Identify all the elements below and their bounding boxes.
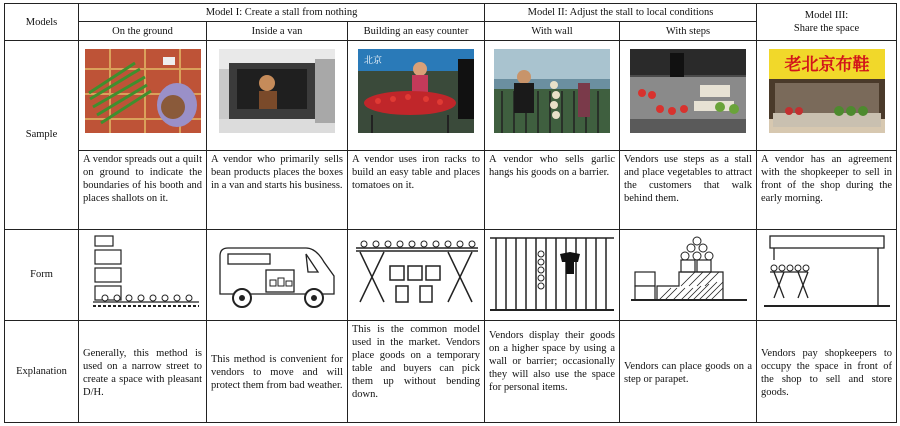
diagram-share-space <box>760 232 894 316</box>
header-model-3-title: Model III: <box>804 10 849 22</box>
form-diagram-cell <box>620 229 757 321</box>
header-model-3 <box>757 4 897 41</box>
photo-shop-front <box>769 49 885 133</box>
subheader-easy-counter: Building an easy counter <box>348 22 485 41</box>
sample-photo-cell <box>485 41 620 151</box>
photo-vegetable-steps <box>630 49 746 133</box>
diagram-on-ground <box>83 232 203 316</box>
sample-description: A vendor who primarily sells bean products places the boxes in a van and starts his business. <box>207 151 348 230</box>
photo-tomato-counter <box>358 49 474 133</box>
shop-sign-text: 老北京布鞋 <box>784 55 870 76</box>
photo-van-vendor <box>219 49 335 133</box>
row-label-sample: Sample <box>5 41 79 229</box>
sample-photo-cell <box>348 41 485 151</box>
diagram-easy-counter <box>350 232 482 316</box>
form-diagram-cell <box>207 229 348 321</box>
diagram-with-wall <box>488 232 616 316</box>
subheader-with-wall: With wall <box>485 22 620 41</box>
row-label-explanation: Explanation <box>5 321 79 423</box>
sample-photo-cell <box>207 41 348 151</box>
sample-description: A vendor spreads out a quilt on ground to indicate the boundaries of his booth and places shallots on it. <box>79 151 207 230</box>
sample-photo-cell <box>79 41 207 151</box>
photo-garlic-wall <box>494 49 610 133</box>
photo-shallots-on-quilt <box>85 49 201 133</box>
row-label-form: Form <box>5 229 79 321</box>
sample-photo-cell <box>757 41 897 151</box>
explanation-text: Vendors pay shopkeepers to occupy the space in front of the shop to sell and store goods. <box>757 321 897 423</box>
header-model-3-subtitle: Share the space <box>793 23 860 35</box>
diagram-van <box>214 232 340 316</box>
header-models: Models <box>5 4 79 41</box>
explanation-text: This method is convenient for vendors to move and will protect them from bad weather. <box>207 321 348 423</box>
explanation-text: Generally, this method is used on a narrow street to create a space with pleasant D/H. <box>79 321 207 423</box>
svg-text:北京: 北京 <box>364 56 383 67</box>
subheader-inside-van: Inside a van <box>207 22 348 41</box>
diagram-with-steps <box>623 232 753 316</box>
subheader-with-steps: With steps <box>620 22 757 41</box>
sample-description: A vendor uses iron racks to build an easy table and places tomatoes on it. <box>348 151 485 230</box>
explanation-text: Vendors display their goods on a higher space by using a wall or barrier; occasionally they will also use the space for personal items. <box>485 321 620 423</box>
header-model-1: Model I: Create a stall from nothing <box>79 4 485 22</box>
sample-description: Vendors use steps as a stall and place vegetables to attract the customers that walk behind them. <box>620 151 757 230</box>
sample-description: A vendor has an agreement with the shopkeeper to sell in front of the shop during the early morning. <box>757 151 897 230</box>
header-model-2: Model II: Adjust the stall to local conditions <box>485 4 757 22</box>
explanation-text: Vendors can place goods on a step or parapet. <box>620 321 757 423</box>
form-diagram-cell <box>757 229 897 321</box>
form-diagram-cell <box>79 229 207 321</box>
stall-models-table <box>4 3 897 423</box>
form-diagram-cell <box>348 229 485 321</box>
explanation-text: This is the common model used in the market. Vendors place goods on a temporary table and buyers can pick them up without bending down. <box>348 321 485 423</box>
subheader-on-ground: On the ground <box>79 22 207 41</box>
sample-description: A vendor who sells garlic hangs his goods on a barrier. <box>485 151 620 230</box>
form-diagram-cell <box>485 229 620 321</box>
sample-photo-cell <box>620 41 757 151</box>
